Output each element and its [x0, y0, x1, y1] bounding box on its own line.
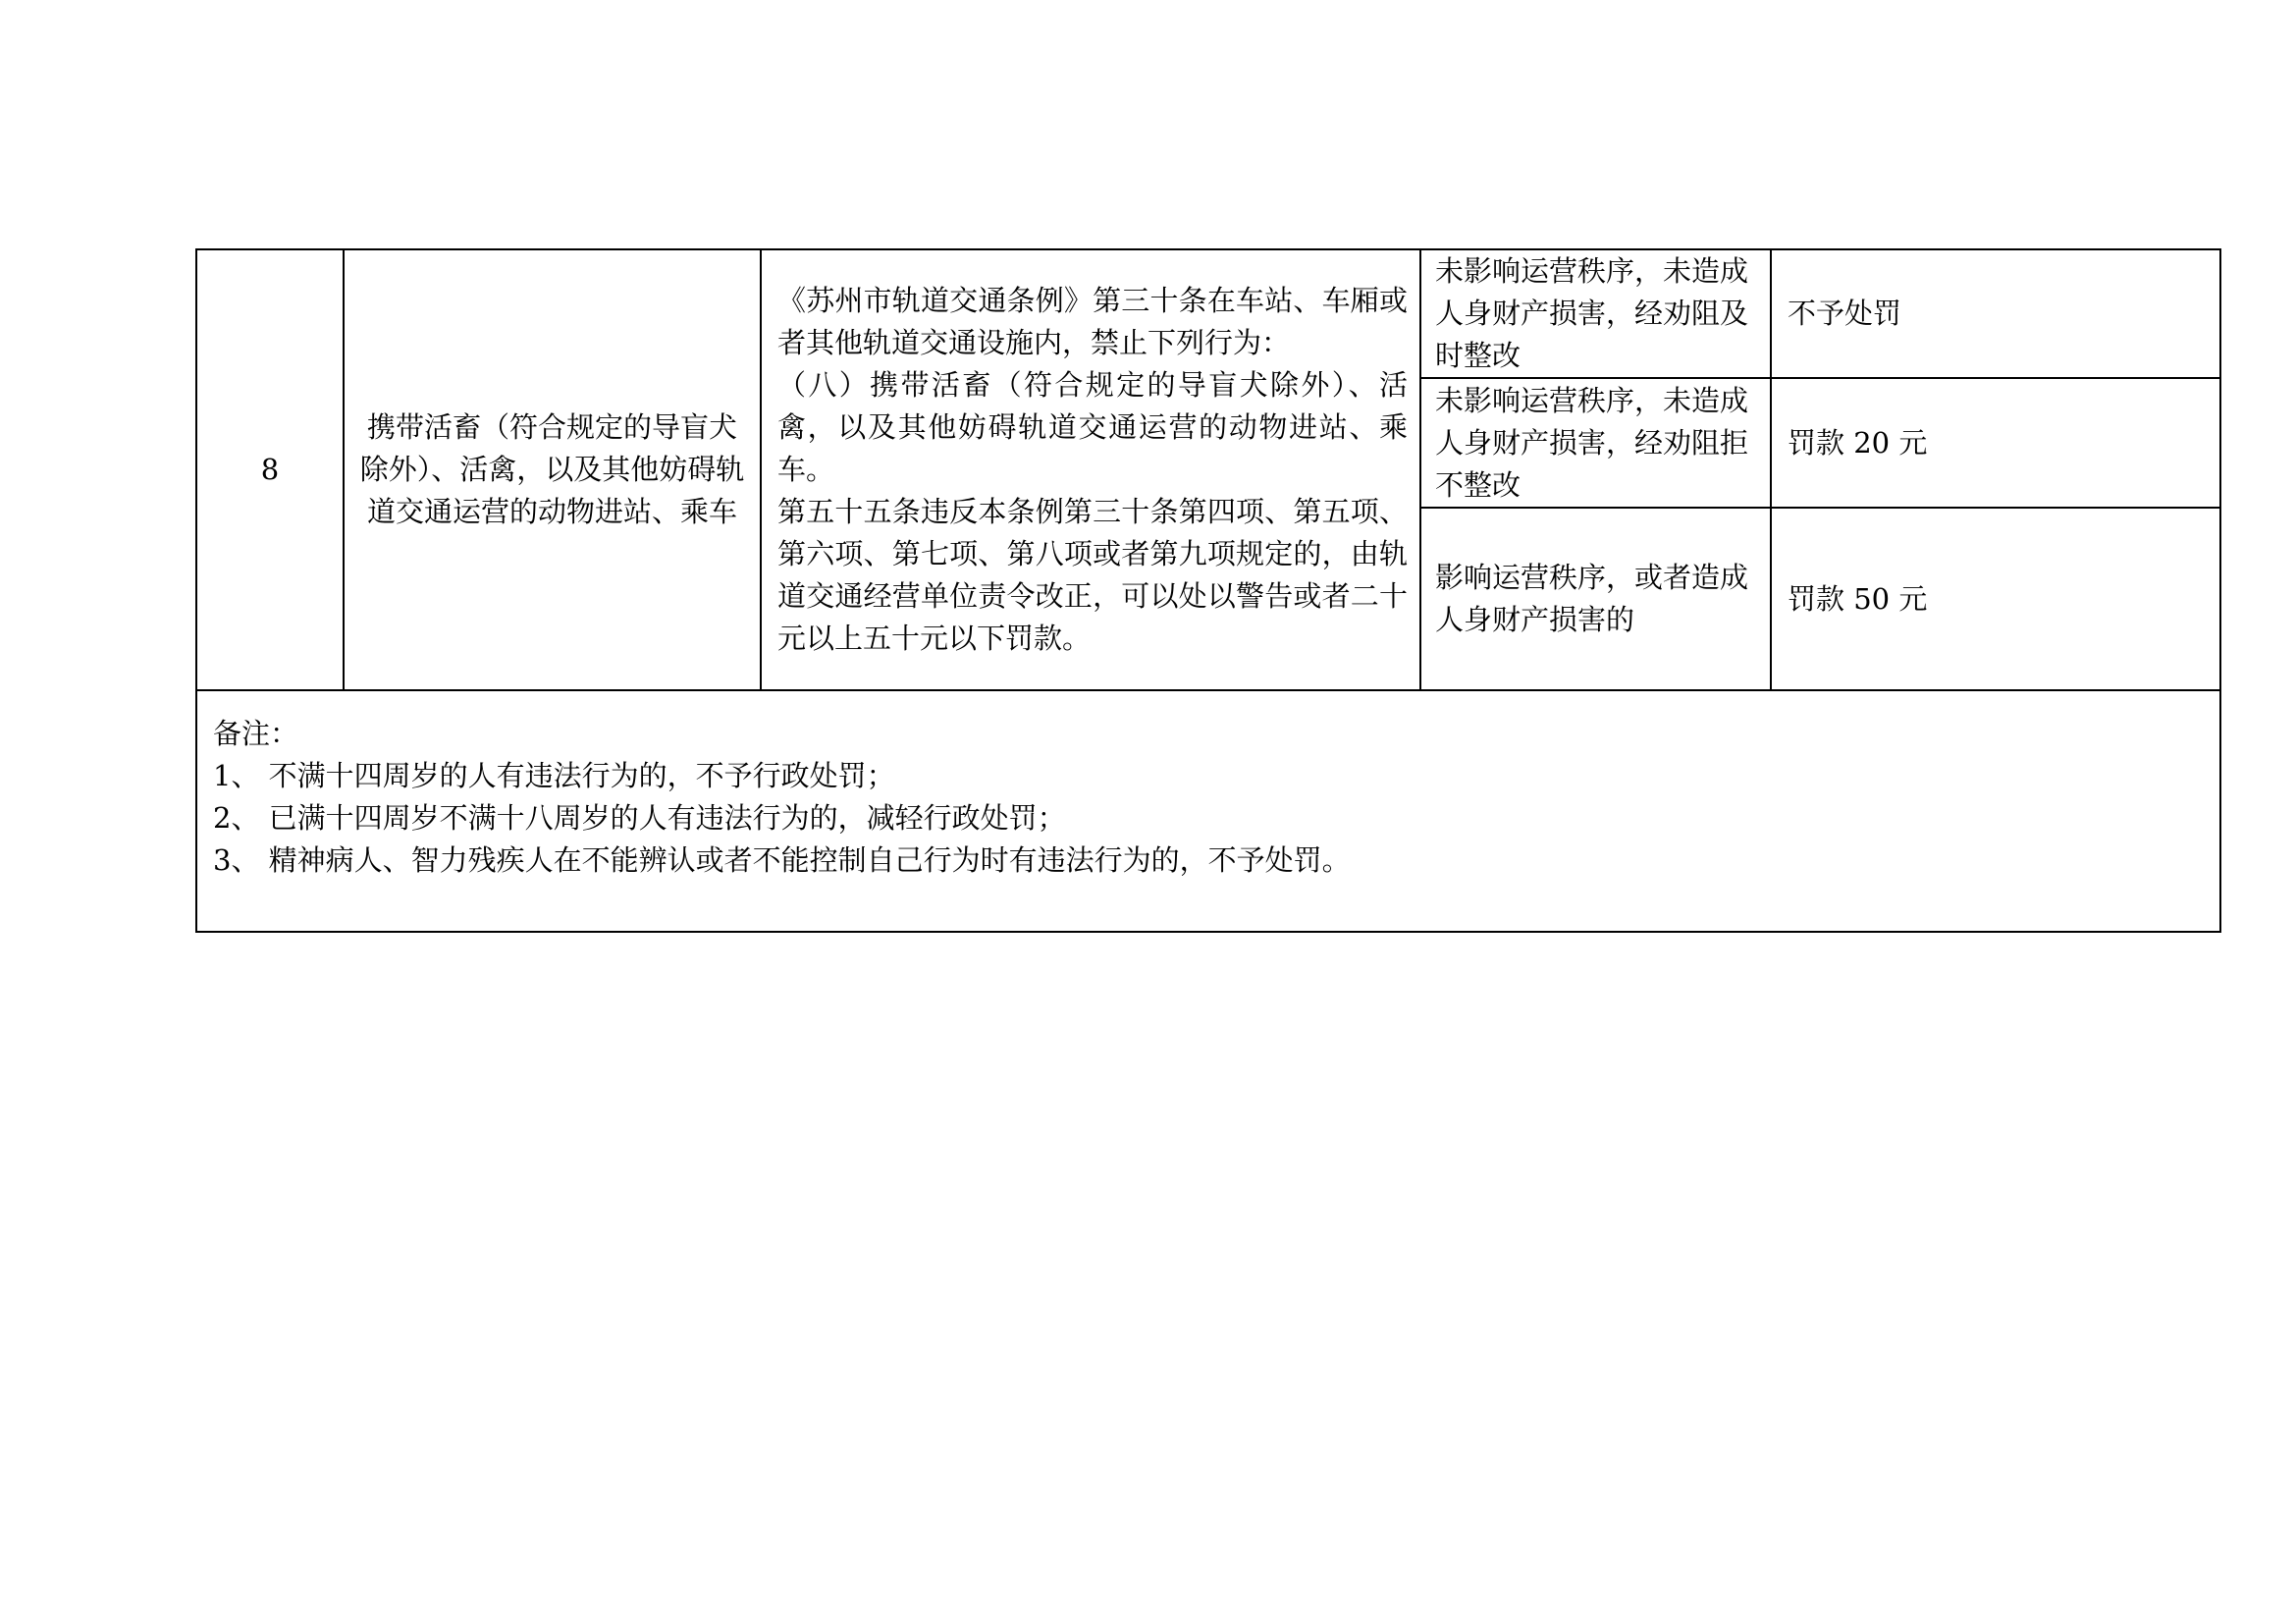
- note-item: 2、 已满十四周岁不满十八周岁的人有违法行为的，减轻行政处罚；: [213, 801, 1066, 835]
- penalty-text: 罚款 50 元: [1788, 581, 1928, 616]
- item-number-cell: [196, 249, 344, 690]
- penalty-cell: [1771, 249, 2220, 378]
- legal-basis-paragraph: （八）携带活畜（符合规定的导盲犬除外）、活禽，以及其他妨碍轨道交通运营的动物进站、乘车。: [777, 368, 1408, 486]
- notes-row: [196, 690, 2220, 932]
- penalty-standard-table: [195, 248, 2221, 933]
- legal-basis-paragraph: 《苏州市轨道交通条例》第三十条在车站、车厢或者其他轨道交通设施内，禁止下列行为：: [777, 284, 1408, 359]
- circumstance-cell: [1420, 249, 1771, 378]
- notes-title: 备注：: [213, 717, 299, 750]
- notes-cell: [196, 690, 2220, 932]
- legal-basis-cell: [761, 249, 1420, 690]
- penalty-cell: [1771, 378, 2220, 508]
- note-item: 3、 精神病人、智力残疾人在不能辨认或者不能控制自己行为时有违法行为的，不予处罚。: [213, 843, 1351, 877]
- note-item: 1、 不满十四周岁的人有违法行为的，不予行政处罚；: [213, 759, 895, 792]
- violation-behavior-cell: [344, 249, 761, 690]
- penalty-text: 不予处罚: [1788, 297, 1902, 330]
- circumstance-text: 未影响运营秩序，未造成人身财产损害，经劝阻拒不整改: [1435, 383, 1749, 502]
- circumstance-cell: [1420, 508, 1771, 690]
- circumstance-text: 未影响运营秩序，未造成人身财产损害，经劝阻及时整改: [1435, 254, 1749, 372]
- penalty-cell: [1771, 508, 2220, 690]
- circumstance-text: 影响运营秩序，或者造成人身财产损害的: [1435, 561, 1749, 636]
- item-number: 8: [260, 453, 280, 486]
- violation-behavior: 携带活畜（符合规定的导盲犬除外）、活禽，以及其他妨碍轨道交通运营的动物进站、乘车: [359, 410, 745, 528]
- legal-basis-paragraph: 第五十五条违反本条例第三十条第四项、第五项、第六项、第七项、第八项或者第九项规定的，由轨道交通经营单位责令改正，可以处以警告或者二十元以上五十元以下罚款。: [777, 495, 1408, 655]
- penalty-text: 罚款 20 元: [1788, 425, 1928, 460]
- circumstance-cell: [1420, 378, 1771, 508]
- table-row: [196, 249, 2220, 378]
